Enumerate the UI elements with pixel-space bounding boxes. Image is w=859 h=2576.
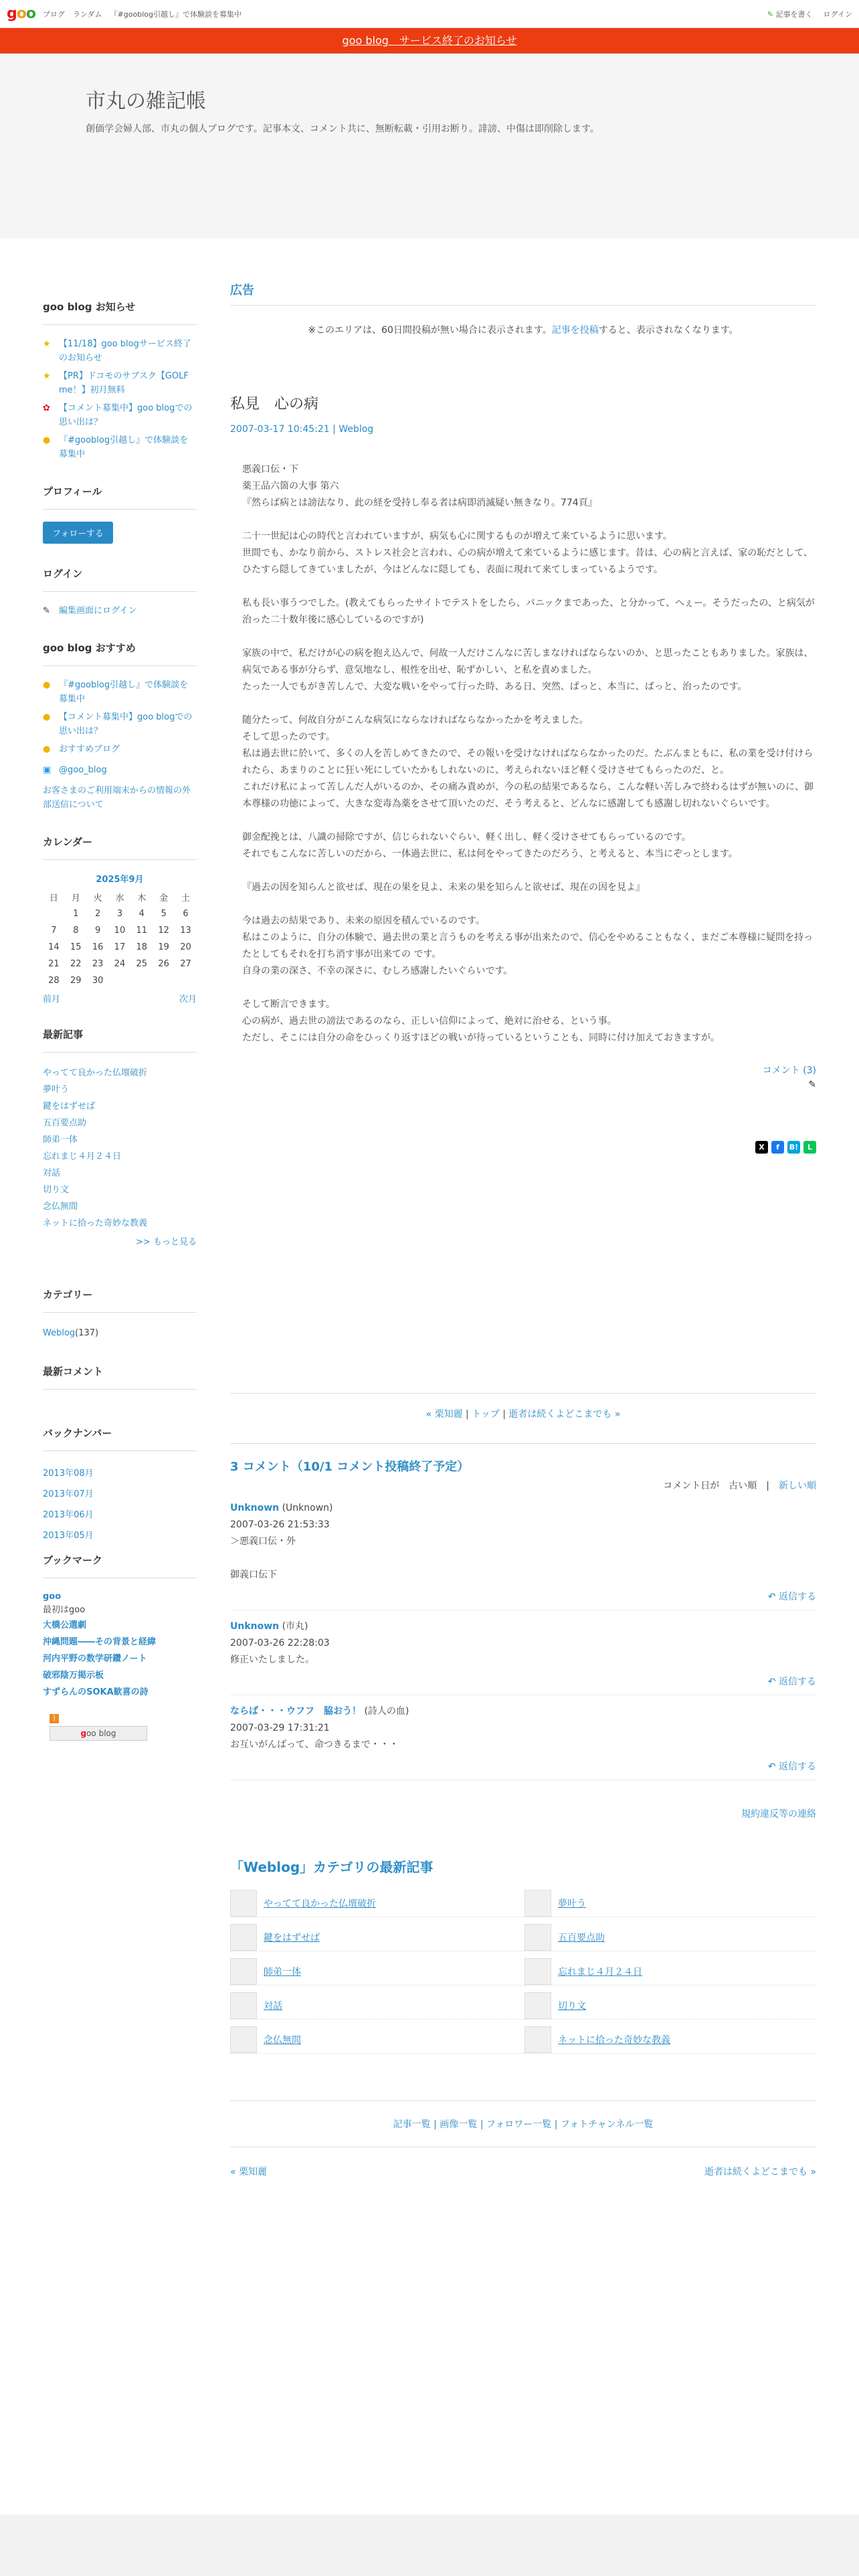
article-thumbnail — [230, 2026, 257, 2053]
calendar-nav — [43, 992, 197, 1004]
category-article[interactable] — [524, 1957, 816, 1985]
calendar-day — [109, 972, 131, 989]
calendar-day: 20 — [180, 942, 191, 952]
hatena-share-icon[interactable]: B! — [787, 1141, 800, 1154]
reply-icon: ↶ — [767, 1592, 779, 1602]
login-heading: ログイン — [43, 566, 197, 592]
sort-new[interactable]: 新しい順 — [779, 1481, 816, 1491]
bulb-icon: ● — [43, 680, 51, 690]
calendar-week — [43, 972, 197, 989]
calendar-weekday: 水 — [115, 893, 124, 903]
comment-author-name[interactable]: ならば・・・ウフフ 脇おう！ — [230, 1706, 361, 1717]
category-article-link[interactable]: 鍵をはずせば — [264, 1932, 320, 1943]
blog-description: 創価学会婦人部、市丸の個人ブログです。記事本文、コメント共に、無断転載・引用お断り。誹謗、中傷は即削除します。 — [86, 124, 599, 134]
star-icon: ★ — [43, 371, 51, 381]
main-content — [230, 281, 816, 2178]
category-article[interactable] — [230, 1957, 524, 1985]
recent-article-link[interactable]: 五百要点助 — [43, 1118, 87, 1128]
calendar-day: 22 — [70, 959, 82, 969]
calendar-day: 30 — [92, 976, 104, 986]
calendar-next-link[interactable]: 次月 — [179, 994, 197, 1004]
category-article[interactable] — [230, 1923, 524, 1951]
calendar-day — [43, 905, 65, 922]
calendar-day: 13 — [180, 926, 191, 936]
entry-body — [230, 461, 816, 1047]
footer — [0, 2514, 859, 2576]
calendar-day: 3 — [116, 909, 123, 919]
top-bar — [0, 0, 859, 28]
info-item[interactable]: ✿ 【コメント募集中】goo blogでの思い出は？ — [43, 401, 197, 429]
calendar-day: 5 — [161, 909, 167, 919]
category-recent-grid — [230, 1889, 816, 2054]
bottom-next-link[interactable]: 逝者は続くよどこまでも » — [704, 2167, 816, 2177]
blog-title[interactable]: 市丸の雑記帳 — [86, 90, 206, 113]
entry-paragraph: 随分たって、何故自分がこんな病気にならなければならなかったかを考えました。 そして思ったのです。 私は過去世に於いて、多くの人を苦しめてきたので、その報いを受けなければならなかったのだ。たぶんまともに、私の業を受け付けられたら、あまりのことに狂い死にしていたかもしれないのに、考えられないほど軽く受けさせてもらったのだ、と。 これだけ私によって苦しんだ人がいるのか、その痛み責めが、今の私の結果であるなら、こんな軽い苦しみで終わるはずが無いのに、御本尊様の功徳によって、大きな変毒為薬をさせて頂いたのだ、そう考えると、どんなに感謝しても感謝し切れないぐらいです。 — [242, 715, 814, 809]
calendar-day: 17 — [114, 942, 126, 952]
recent-article-link[interactable]: 対話 — [43, 1168, 61, 1178]
category-article-link[interactable]: 師弟一体 — [264, 1966, 301, 1977]
bookmark-item[interactable]: 沖縄問題――その背景と経緯 — [43, 1637, 157, 1647]
article-thumbnail — [230, 1924, 257, 1951]
bottom-prev-link[interactable]: « 栗知麗 — [230, 2167, 268, 2177]
recent-heading: 最新記事 — [43, 1027, 197, 1053]
calendar-section — [43, 835, 197, 1004]
calendar-weekday: 金 — [159, 893, 169, 903]
comment-body: 修正いたしました。 — [230, 1654, 314, 1665]
star-icon: ★ — [43, 339, 51, 349]
calendar-week — [43, 905, 197, 922]
bulb-icon: ● — [43, 435, 51, 445]
comment-date: 2007-03-26 21:53:33 — [230, 1519, 330, 1530]
calendar-day: 4 — [138, 909, 145, 919]
category-section — [43, 1287, 197, 1341]
article-thumbnail — [524, 1992, 551, 2019]
comment-author-name[interactable]: Unknown — [230, 1621, 280, 1632]
article-thumbnail — [524, 1958, 551, 1985]
backnumber-heading: バックナンバー — [43, 1426, 197, 1451]
rss-area — [43, 1714, 197, 1741]
entry-paragraph: そして断言できます。 心の病が、過去世の謗法であるのなら、正しい信仰によって、絶対に治せる、という事。 ただし、そこには自分の命をひっくり返すほどの戦いが待っているということも、同時に付け加えておきますが。 — [242, 999, 720, 1043]
notice-bar — [0, 28, 859, 53]
calendar-day: 10 — [114, 926, 126, 936]
calendar-day: 26 — [158, 959, 169, 969]
nav-random[interactable]: ランダム — [73, 10, 102, 19]
info-item[interactable]: ★ 【11/18】goo blogサービス終了のお知らせ — [43, 337, 197, 365]
calendar-day: 25 — [136, 959, 148, 969]
nav-blog[interactable]: ブログ — [43, 10, 65, 19]
recent-list — [43, 1065, 197, 1232]
calendar-weekday: 月 — [71, 893, 80, 903]
calendar-day: 19 — [158, 942, 169, 952]
comment-author — [230, 1703, 816, 1720]
reply-icon: ↶ — [767, 1677, 779, 1687]
entry-paragraph: 家族の中で、私だけが心の病を抱え込んで、何故一人だけこんなに苦しまなければならないのか、と思ったこともありました。家族は、病気である事が分らず、意気地なし、根性を出せ、恥ずかしい、と私を責めました。 たった一人でもがき苦しんで、大変な戦いをやって行った時、ある日、突然、ぱっと、本当に、ぱっと、治ったのです。 — [242, 648, 814, 692]
bottom-nav: 記事一覧 | 画像一覧 | フォロワー一覧 | フォトチャンネル一覧 — [230, 2101, 816, 2147]
category-article[interactable] — [230, 1992, 524, 2020]
write-article-link[interactable]: ✎ 記事を書く — [767, 10, 813, 19]
calendar-day — [175, 972, 197, 989]
category-article[interactable] — [524, 1889, 816, 1917]
calendar-day: 9 — [94, 926, 101, 936]
recent-article-link[interactable]: 切り文 — [43, 1185, 70, 1195]
recommend-item[interactable]: ● おすすめブログ — [43, 742, 197, 756]
calendar-month: 2025年9月 — [96, 875, 144, 885]
bookmark-heading: ブックマーク — [43, 1553, 197, 1578]
calendar-day: 11 — [136, 926, 148, 936]
comment-sort: コメント日が 古い順 | 新しい順 — [663, 1481, 816, 1491]
balloon-icon: ✿ — [43, 403, 50, 413]
report-link[interactable]: 規約違反等の連絡 — [741, 1809, 816, 1820]
info-heading: goo blog お知らせ — [43, 300, 197, 325]
comment-count-link[interactable]: コメント (3) — [762, 1065, 816, 1076]
entry-category-link[interactable]: Weblog — [339, 424, 374, 435]
entry-paragraph: 悪義口伝・下 薬王品六箇の大事 第六 『然らば病とは謗法なり、此の経を受持し奉る者は病即消滅疑い無きなり。774頁』 — [242, 464, 597, 508]
entry-title[interactable]: 私見 心の病 — [230, 396, 319, 413]
twitter-icon: ▣ — [43, 765, 52, 775]
category-article[interactable] — [524, 2026, 816, 2054]
calendar-day: 21 — [48, 959, 60, 969]
reply-label: 返信する — [779, 1592, 816, 1602]
calendar-day — [153, 972, 175, 989]
calendar-day: 7 — [51, 926, 57, 936]
calendar-week — [43, 922, 197, 939]
category-article[interactable] — [230, 2026, 524, 2054]
line-share-icon[interactable]: L — [803, 1141, 816, 1154]
category-article-link[interactable]: やってて良かった仏壇破折 — [264, 1898, 376, 1909]
recent-article-link[interactable]: 念仏無間 — [43, 1202, 78, 1212]
category-article-link[interactable]: 忘れまじ４月２４日 — [558, 1966, 642, 1977]
category-article-link[interactable]: ネットに拾った奇妙な教義 — [558, 2034, 670, 2046]
category-recent-heading: 「Weblog」カテゴリの最新記事 — [230, 1859, 434, 1875]
calendar-heading: カレンダー — [43, 835, 197, 860]
category-article[interactable] — [230, 1889, 524, 1917]
info-section — [43, 300, 197, 461]
calendar-week — [43, 956, 197, 972]
calendar-day: 29 — [70, 976, 82, 986]
comment-author — [230, 1500, 816, 1517]
post-article-link[interactable]: 記事を投稿 — [551, 325, 599, 336]
comment — [230, 1500, 816, 1610]
calendar-day: 6 — [183, 909, 189, 919]
reply-label: 返信する — [779, 1761, 816, 1772]
support-link[interactable]: お客さまのご利用端末からの情報の外部送信について — [43, 786, 191, 810]
bookmark-desc: 最初はgoo — [43, 1605, 86, 1615]
article-thumbnail — [230, 1958, 257, 1985]
comment-author-sub: (Unknown) — [282, 1503, 333, 1513]
login-section — [43, 566, 197, 618]
recent-article-link[interactable]: 夢叶う — [43, 1085, 70, 1095]
entry-paragraph: 今は過去の結果であり、未来の原因を積んでいるのです。 私はこのように、自分の体験で、過去世の業と言うものを考える事が出来たので、信心をやめることもなく、まだご本尊様に疑問を持ったとしてもそれを打ち消す事が出来ての です。 自身の業の深さ、不幸の深さに、むしろ感謝したいぐらいです。 — [242, 916, 814, 976]
x-share-icon[interactable]: X — [755, 1141, 768, 1154]
share-buttons — [230, 1141, 816, 1154]
facebook-share-icon[interactable]: f — [771, 1141, 784, 1154]
calendar-prev-link[interactable]: 前月 — [43, 994, 61, 1004]
reply-label: 返信する — [779, 1677, 816, 1687]
entry-pager: « 栗知麗 | トップ | 逝者は続くよどこまでも » — [230, 1393, 816, 1420]
calendar-weekday: 土 — [181, 893, 191, 903]
calendar-day: 18 — [136, 942, 148, 952]
article-thumbnail — [524, 1924, 551, 1951]
comment-date: 2007-03-29 17:31:21 — [230, 1723, 330, 1733]
login-link[interactable]: ログイン — [823, 10, 852, 19]
calendar-weekdays — [43, 889, 197, 905]
calendar-table — [43, 889, 197, 989]
nav-campaign[interactable]: 『#gooblog引越し』で体験談を募集中 — [110, 10, 242, 19]
recent-article-link[interactable]: やってて良かった仏壇破折 — [43, 1068, 148, 1078]
comment-author-name[interactable]: Unknown — [230, 1503, 280, 1513]
reply-button[interactable] — [230, 1674, 816, 1695]
bookmark-section — [43, 1553, 197, 1701]
comment-author — [230, 1618, 816, 1635]
prev-entry-link[interactable]: « 栗知麗 — [425, 1409, 463, 1420]
recent-section — [43, 1027, 197, 1247]
article-thumbnail — [230, 1992, 257, 2019]
top-right — [767, 9, 852, 19]
top-nav — [43, 9, 242, 19]
reply-icon: ↶ — [767, 1761, 779, 1772]
follower-list-link[interactable]: フォロワー一覧 — [486, 2119, 552, 2130]
bookmark-item[interactable]: 河内平野の数学研鑽ノート — [43, 1654, 147, 1664]
calendar-day: 15 — [70, 942, 82, 952]
bookmark-item[interactable]: 大橋公選劇 — [43, 1620, 87, 1630]
info-item[interactable]: ● 『#gooblog引越し』で体験談を募集中 — [43, 433, 197, 461]
entry-paragraph: 御金配挽とは、八識の掃除ですが、信じられないぐらい、軽く出し、軽く受けさせてもらっているのです。 それでもこんなに苦しいのだから、一体過去世に、私は何をやってきたのだろう、と考えると、本当にぞっとします。 — [242, 832, 738, 859]
rss-icon[interactable]: ) — [50, 1714, 59, 1723]
recommend-section — [43, 641, 197, 812]
calendar-day: 12 — [158, 926, 169, 936]
category-article-link[interactable]: 対話 — [264, 2000, 282, 2012]
calendar-weekday: 木 — [137, 893, 147, 903]
category-item[interactable]: Weblog(137) — [43, 1328, 99, 1338]
recommend-item[interactable]: ● 【コメント募集中】goo blogでの思い出は？ — [43, 710, 197, 738]
article-thumbnail — [524, 1890, 551, 1917]
ad-note: ※このエリアは、60日間投稿が無い場合に表示されます。記事を投稿すると、表示されなくなります。 — [308, 325, 739, 336]
backnumber-list — [43, 1463, 197, 1541]
service-end-notice-link[interactable]: goo blog サービス終了のお知らせ — [342, 34, 517, 47]
entry-paragraph: 『過去の因を知らんと欲せば、現在の果を見よ、未来の果を知らんと欲せば、現在の因を見よ』 — [242, 882, 645, 893]
latest-comment-heading: 最新コメント — [43, 1364, 197, 1390]
pencil-icon: ✎ — [43, 606, 50, 616]
comment-list — [230, 1500, 816, 1780]
backnumber-item[interactable]: 2013年08月 — [43, 1469, 94, 1479]
calendar-day: 14 — [48, 942, 60, 952]
calendar-week — [43, 939, 197, 956]
bookmark-item[interactable]: goo — [43, 1592, 62, 1602]
category-article-link[interactable]: 切り文 — [558, 2000, 586, 2012]
calendar-day: 8 — [73, 926, 79, 936]
comment-author-sub: (市丸) — [282, 1621, 308, 1632]
backnumber-item[interactable]: 2013年07月 — [43, 1489, 94, 1499]
entry-date: 2007-03-17 10:45:21 — [230, 424, 330, 435]
sidebar — [43, 300, 197, 1741]
calendar-day: 28 — [48, 976, 60, 986]
profile-heading: プロフィール — [43, 484, 197, 510]
calendar-weekday: 日 — [49, 893, 58, 903]
backnumber-section — [43, 1426, 197, 1541]
article-thumbnail — [524, 2026, 551, 2053]
bookmark-item[interactable]: すずらんのSOKA歓喜の詩 — [43, 1687, 149, 1697]
reply-button[interactable] — [230, 1589, 816, 1610]
image-list-link[interactable]: 画像一覧 — [440, 2119, 478, 2130]
category-article-link[interactable]: 夢叶う — [558, 1898, 586, 1909]
category-article-link[interactable]: 五百要点助 — [558, 1932, 605, 1943]
article-list-link[interactable]: 記事一覧 — [393, 2119, 431, 2130]
entry-meta: 2007-03-17 10:45:21 | Weblog — [230, 424, 374, 435]
calendar-day: 1 — [73, 909, 79, 919]
top-link[interactable]: トップ — [472, 1409, 500, 1420]
photo-channel-link[interactable]: フォトチャンネル一覧 — [560, 2119, 654, 2130]
edit-login-link[interactable]: ✎ 編集画面にログイン — [43, 604, 197, 618]
recent-article-link[interactable]: ネットに拾った奇妙な教義 — [43, 1218, 148, 1228]
entry-paragraph: 私も長い事うつでした。(教えてもらったサイトでテストをしたら、パニックまであった、と分かって、へぇー。そうだったの、と病気が治った二十数年後に感心しているのですが) — [242, 598, 815, 625]
latest-comment-section — [43, 1364, 197, 1390]
backnumber-item[interactable]: 2013年05月 — [43, 1531, 94, 1541]
category-article[interactable] — [524, 1923, 816, 1951]
comment — [230, 1703, 816, 1780]
pencil-icon: ✎ — [767, 10, 774, 19]
recent-article-link[interactable]: 鍵をはずせば — [43, 1101, 96, 1111]
bottom-pager — [230, 2165, 816, 2178]
category-heading: カテゴリー — [43, 1287, 197, 1313]
sort-old[interactable]: 古い順 — [729, 1481, 757, 1491]
bulb-icon: ● — [43, 744, 51, 754]
entry-paragraph: 二十一世紀は心の時代と言われていますが、病気も心に関するものが増えて来ているように思います。 世間でも、かなり前から、ストレス社会と言われ、心の病が増えて来ているように感じます。昔は、心の病と言えば、家の恥だとして、ひたすら隠してきていましたが、今はどんなに隠しても、表面に現れて来てしまっているようです。 — [242, 531, 814, 575]
recent-article-link[interactable]: 忘れまじ４月２４日 — [43, 1152, 122, 1162]
edit-pencil-icon[interactable]: ✎ — [808, 1079, 816, 1090]
calendar-weekday: 火 — [93, 893, 102, 903]
info-item[interactable]: ★ 【PR】ドコモのサブスク【GOLF me！】初月無料 — [43, 369, 197, 397]
comment-body: ＞悪義口伝・外 御義口伝下 — [230, 1536, 296, 1580]
calendar-day: 16 — [92, 942, 104, 952]
reply-button[interactable] — [230, 1759, 816, 1780]
recent-article-link[interactable]: 師弟一体 — [43, 1135, 78, 1145]
comment-author-sub: (詩人の血) — [364, 1706, 409, 1717]
follow-button[interactable]: フォローする — [43, 522, 113, 544]
calendar-day: 23 — [92, 959, 104, 969]
twitter-link[interactable]: ▣ @goo_blog — [43, 763, 197, 777]
comment — [230, 1618, 816, 1695]
recommend-item[interactable]: ● 『#gooblog引越し』で体験談を募集中 — [43, 678, 197, 706]
ad-heading: 広告 — [230, 281, 816, 306]
calendar-day: 2 — [94, 909, 101, 919]
next-entry-link[interactable]: 逝者は続くよどこまでも » — [508, 1409, 621, 1420]
article-thumbnail — [230, 1890, 257, 1917]
calendar-day — [130, 972, 153, 989]
calendar-day: 27 — [180, 959, 191, 969]
blog-header — [0, 53, 859, 238]
comment-date: 2007-03-26 22:28:03 — [230, 1638, 330, 1648]
calendar-day: 24 — [114, 959, 126, 969]
category-article[interactable] — [524, 1992, 816, 2020]
backnumber-item[interactable]: 2013年06月 — [43, 1510, 94, 1520]
category-article-link[interactable]: 念仏無間 — [264, 2034, 301, 2046]
comments-heading: 3 コメント（10/1 コメント投稿終了予定） — [230, 1443, 816, 1475]
goo-blog-badge[interactable]: goo blog — [50, 1726, 147, 1741]
recommend-heading: goo blog おすすめ — [43, 641, 197, 666]
comment-body: お互いがんばって、命つきるまで・・・ — [230, 1739, 399, 1750]
goo-logo[interactable]: goo — [7, 5, 35, 22]
more-link[interactable]: >> もっと見る — [136, 1237, 197, 1247]
bulb-icon: ● — [43, 712, 51, 722]
profile-section — [43, 484, 197, 544]
bookmark-item[interactable]: 破邪陰万掲示板 — [43, 1671, 104, 1681]
